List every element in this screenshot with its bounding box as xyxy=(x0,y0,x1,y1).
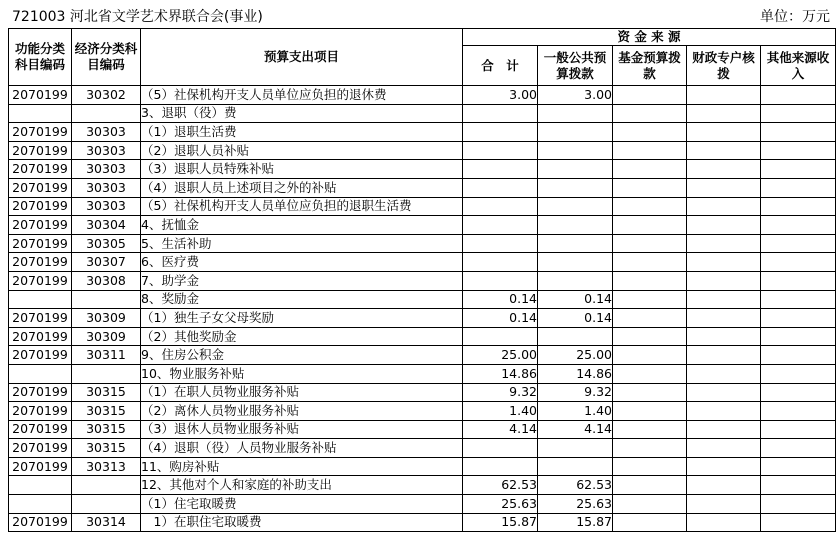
special-account-cell xyxy=(687,123,761,142)
item-cell: 7、助学金 xyxy=(141,271,463,290)
table-row xyxy=(9,457,836,476)
func-code-cell: 2070199 xyxy=(9,420,72,439)
func-code-cell: 2070199 xyxy=(9,383,72,402)
special-account-cell xyxy=(687,271,761,290)
table-row xyxy=(9,271,836,290)
func-code-cell: 2070199 xyxy=(9,216,72,235)
func-code-cell: 2070199 xyxy=(9,513,72,532)
item-cell: 6、医疗费 xyxy=(141,253,463,272)
other-income-cell xyxy=(761,402,836,421)
total-cell: 9.32 xyxy=(463,383,538,402)
item-cell: （1）在职人员物业服务补贴 xyxy=(141,383,463,402)
other-income-cell xyxy=(761,197,836,216)
special-account-cell xyxy=(687,160,761,179)
special-account-cell xyxy=(687,346,761,365)
econ-code-cell: 30302 xyxy=(72,86,141,105)
econ-code-cell: 30303 xyxy=(72,160,141,179)
fund-budget-cell xyxy=(613,271,687,290)
fund-budget-cell xyxy=(613,513,687,532)
special-account-cell xyxy=(687,402,761,421)
header-func-code: 功能分类科目编码 xyxy=(9,29,72,86)
total-cell: 62.53 xyxy=(463,476,538,495)
special-account-cell xyxy=(687,141,761,160)
fund-budget-cell xyxy=(613,290,687,309)
func-code-cell: 2070199 xyxy=(9,327,72,346)
fund-budget-cell xyxy=(613,104,687,123)
econ-code-cell: 30309 xyxy=(72,309,141,328)
general-budget-cell xyxy=(538,253,613,272)
econ-code-cell: 30303 xyxy=(72,141,141,160)
total-cell xyxy=(463,178,538,197)
other-income-cell xyxy=(761,86,836,105)
total-cell: 1.40 xyxy=(463,402,538,421)
econ-code-cell: 30304 xyxy=(72,216,141,235)
table-row xyxy=(9,253,836,272)
econ-code-cell: 30303 xyxy=(72,197,141,216)
func-code-cell: 2070199 xyxy=(9,346,72,365)
special-account-cell xyxy=(687,197,761,216)
econ-code-cell: 30305 xyxy=(72,234,141,253)
func-code-cell: 2070199 xyxy=(9,86,72,105)
econ-code-cell: 30303 xyxy=(72,123,141,142)
header-general-budget: 一般公共预算拨款 xyxy=(538,46,613,86)
econ-code-cell xyxy=(72,104,141,123)
unit-label: 单位：万元 xyxy=(760,9,830,25)
total-cell: 0.14 xyxy=(463,309,538,328)
func-code-cell xyxy=(9,364,72,383)
table-row xyxy=(9,476,836,495)
special-account-cell xyxy=(687,253,761,272)
item-cell: 11、购房补贴 xyxy=(141,457,463,476)
func-code-cell: 2070199 xyxy=(9,141,72,160)
table-row xyxy=(9,216,836,235)
other-income-cell xyxy=(761,104,836,123)
general-budget-cell xyxy=(538,439,613,458)
total-cell: 4.14 xyxy=(463,420,538,439)
total-cell xyxy=(463,439,538,458)
econ-code-cell xyxy=(72,495,141,514)
total-cell: 0.14 xyxy=(463,290,538,309)
total-cell xyxy=(463,216,538,235)
fund-budget-cell xyxy=(613,383,687,402)
table-row xyxy=(9,309,836,328)
general-budget-cell: 0.14 xyxy=(538,309,613,328)
item-cell: （2）退职人员补贴 xyxy=(141,141,463,160)
total-cell xyxy=(463,234,538,253)
econ-code-cell: 30315 xyxy=(72,383,141,402)
header-item: 预算支出项目 xyxy=(141,29,463,86)
special-account-cell xyxy=(687,383,761,402)
budget-table xyxy=(8,28,836,532)
fund-budget-cell xyxy=(613,141,687,160)
general-budget-cell: 3.00 xyxy=(538,86,613,105)
econ-code-cell: 30314 xyxy=(72,513,141,532)
econ-code-cell xyxy=(72,476,141,495)
table-row xyxy=(9,383,836,402)
fund-budget-cell xyxy=(613,439,687,458)
econ-code-cell: 30315 xyxy=(72,439,141,458)
total-cell: 25.00 xyxy=(463,346,538,365)
fund-budget-cell xyxy=(613,197,687,216)
general-budget-cell: 15.87 xyxy=(538,513,613,532)
table-row xyxy=(9,160,836,179)
fund-budget-cell xyxy=(613,402,687,421)
table-row xyxy=(9,86,836,105)
general-budget-cell xyxy=(538,197,613,216)
func-code-cell: 2070199 xyxy=(9,197,72,216)
table-row xyxy=(9,495,836,514)
general-budget-cell xyxy=(538,216,613,235)
general-budget-cell xyxy=(538,234,613,253)
header-econ-code: 经济分类科目编码 xyxy=(72,29,141,86)
fund-budget-cell xyxy=(613,495,687,514)
special-account-cell xyxy=(687,439,761,458)
other-income-cell xyxy=(761,364,836,383)
econ-code-cell xyxy=(72,290,141,309)
organization-title: 721003 河北省文学艺术界联合会(事业) xyxy=(12,9,263,25)
item-cell: 4、抚恤金 xyxy=(141,216,463,235)
table-row xyxy=(9,104,836,123)
general-budget-cell xyxy=(538,457,613,476)
general-budget-cell xyxy=(538,141,613,160)
header-funding-source: 资 金 来 源 xyxy=(463,29,836,46)
special-account-cell xyxy=(687,86,761,105)
item-cell: 1）在职住宅取暖费 xyxy=(141,513,463,532)
general-budget-cell: 25.00 xyxy=(538,346,613,365)
general-budget-cell xyxy=(538,160,613,179)
fund-budget-cell xyxy=(613,234,687,253)
other-income-cell xyxy=(761,476,836,495)
total-cell: 3.00 xyxy=(463,86,538,105)
other-income-cell xyxy=(761,420,836,439)
general-budget-cell xyxy=(538,178,613,197)
total-cell xyxy=(463,253,538,272)
total-cell xyxy=(463,141,538,160)
fund-budget-cell xyxy=(613,160,687,179)
total-cell: 15.87 xyxy=(463,513,538,532)
other-income-cell xyxy=(761,253,836,272)
item-cell: （2）其他奖励金 xyxy=(141,327,463,346)
econ-code-cell: 30307 xyxy=(72,253,141,272)
func-code-cell xyxy=(9,495,72,514)
special-account-cell xyxy=(687,178,761,197)
other-income-cell xyxy=(761,178,836,197)
other-income-cell xyxy=(761,439,836,458)
fund-budget-cell xyxy=(613,364,687,383)
header-total: 合 计 xyxy=(463,46,538,86)
fund-budget-cell xyxy=(613,420,687,439)
total-cell xyxy=(463,123,538,142)
table-row xyxy=(9,513,836,532)
fund-budget-cell xyxy=(613,216,687,235)
fund-budget-cell xyxy=(613,309,687,328)
general-budget-cell: 4.14 xyxy=(538,420,613,439)
func-code-cell: 2070199 xyxy=(9,234,72,253)
item-cell: 10、物业服务补贴 xyxy=(141,364,463,383)
total-cell xyxy=(463,104,538,123)
special-account-cell xyxy=(687,457,761,476)
other-income-cell xyxy=(761,383,836,402)
item-cell: （5）社保机构开支人员单位应负担的退休费 xyxy=(141,86,463,105)
table-row xyxy=(9,364,836,383)
other-income-cell xyxy=(761,141,836,160)
other-income-cell xyxy=(761,513,836,532)
func-code-cell: 2070199 xyxy=(9,123,72,142)
special-account-cell xyxy=(687,476,761,495)
fund-budget-cell xyxy=(613,327,687,346)
total-cell xyxy=(463,327,538,346)
table-row xyxy=(9,346,836,365)
total-cell xyxy=(463,197,538,216)
total-cell xyxy=(463,457,538,476)
special-account-cell xyxy=(687,290,761,309)
other-income-cell xyxy=(761,216,836,235)
special-account-cell xyxy=(687,216,761,235)
func-code-cell xyxy=(9,476,72,495)
item-cell: （3）退休人员物业服务补贴 xyxy=(141,420,463,439)
item-cell: （4）退职人员上述项目之外的补贴 xyxy=(141,178,463,197)
general-budget-cell: 14.86 xyxy=(538,364,613,383)
other-income-cell xyxy=(761,346,836,365)
econ-code-cell: 30315 xyxy=(72,402,141,421)
fund-budget-cell xyxy=(613,346,687,365)
header-other-income: 其他来源收入 xyxy=(761,46,836,86)
func-code-cell xyxy=(9,290,72,309)
table-row xyxy=(9,327,836,346)
item-cell: 3、退职（役）费 xyxy=(141,104,463,123)
table-row xyxy=(9,178,836,197)
other-income-cell xyxy=(761,271,836,290)
header-fund-budget: 基金预算拨款 xyxy=(613,46,687,86)
table-row xyxy=(9,197,836,216)
fund-budget-cell xyxy=(613,253,687,272)
special-account-cell xyxy=(687,513,761,532)
func-code-cell: 2070199 xyxy=(9,309,72,328)
total-cell: 25.63 xyxy=(463,495,538,514)
general-budget-cell: 1.40 xyxy=(538,402,613,421)
table-row xyxy=(9,141,836,160)
other-income-cell xyxy=(761,457,836,476)
table-row xyxy=(9,420,836,439)
func-code-cell: 2070199 xyxy=(9,178,72,197)
item-cell: （4）退职（役）人员物业服务补贴 xyxy=(141,439,463,458)
general-budget-cell: 62.53 xyxy=(538,476,613,495)
econ-code-cell: 30311 xyxy=(72,346,141,365)
other-income-cell xyxy=(761,309,836,328)
general-budget-cell xyxy=(538,327,613,346)
other-income-cell xyxy=(761,290,836,309)
total-cell xyxy=(463,160,538,179)
special-account-cell xyxy=(687,327,761,346)
func-code-cell xyxy=(9,104,72,123)
econ-code-cell: 30315 xyxy=(72,420,141,439)
total-cell: 14.86 xyxy=(463,364,538,383)
other-income-cell xyxy=(761,327,836,346)
general-budget-cell xyxy=(538,104,613,123)
item-cell: （2）离休人员物业服务补贴 xyxy=(141,402,463,421)
header-special-account: 财政专户核拨 xyxy=(687,46,761,86)
special-account-cell xyxy=(687,234,761,253)
item-cell: 9、住房公积金 xyxy=(141,346,463,365)
item-cell: （1）独生子女父母奖励 xyxy=(141,309,463,328)
table-row xyxy=(9,290,836,309)
econ-code-cell: 30313 xyxy=(72,457,141,476)
table-row xyxy=(9,123,836,142)
func-code-cell: 2070199 xyxy=(9,253,72,272)
special-account-cell xyxy=(687,364,761,383)
general-budget-cell xyxy=(538,123,613,142)
item-cell: 12、其他对个人和家庭的补助支出 xyxy=(141,476,463,495)
item-cell: 8、奖励金 xyxy=(141,290,463,309)
econ-code-cell: 30309 xyxy=(72,327,141,346)
func-code-cell: 2070199 xyxy=(9,439,72,458)
item-cell: （5）社保机构开支人员单位应负担的退职生活费 xyxy=(141,197,463,216)
other-income-cell xyxy=(761,123,836,142)
func-code-cell: 2070199 xyxy=(9,271,72,290)
special-account-cell xyxy=(687,420,761,439)
econ-code-cell: 30303 xyxy=(72,178,141,197)
item-cell: 5、生活补助 xyxy=(141,234,463,253)
other-income-cell xyxy=(761,495,836,514)
item-cell: （1）退职生活费 xyxy=(141,123,463,142)
table-row xyxy=(9,402,836,421)
report-header xyxy=(0,0,838,28)
func-code-cell: 2070199 xyxy=(9,402,72,421)
table-row xyxy=(9,439,836,458)
item-cell: （3）退职人员特殊补贴 xyxy=(141,160,463,179)
econ-code-cell: 30308 xyxy=(72,271,141,290)
item-cell: （1）住宅取暖费 xyxy=(141,495,463,514)
special-account-cell xyxy=(687,309,761,328)
func-code-cell: 2070199 xyxy=(9,457,72,476)
func-code-cell: 2070199 xyxy=(9,160,72,179)
other-income-cell xyxy=(761,160,836,179)
table-row xyxy=(9,234,836,253)
general-budget-cell: 0.14 xyxy=(538,290,613,309)
econ-code-cell xyxy=(72,364,141,383)
special-account-cell xyxy=(687,104,761,123)
special-account-cell xyxy=(687,495,761,514)
fund-budget-cell xyxy=(613,123,687,142)
fund-budget-cell xyxy=(613,178,687,197)
general-budget-cell: 25.63 xyxy=(538,495,613,514)
general-budget-cell: 9.32 xyxy=(538,383,613,402)
fund-budget-cell xyxy=(613,476,687,495)
general-budget-cell xyxy=(538,271,613,290)
fund-budget-cell xyxy=(613,457,687,476)
total-cell xyxy=(463,271,538,290)
other-income-cell xyxy=(761,234,836,253)
fund-budget-cell xyxy=(613,86,687,105)
